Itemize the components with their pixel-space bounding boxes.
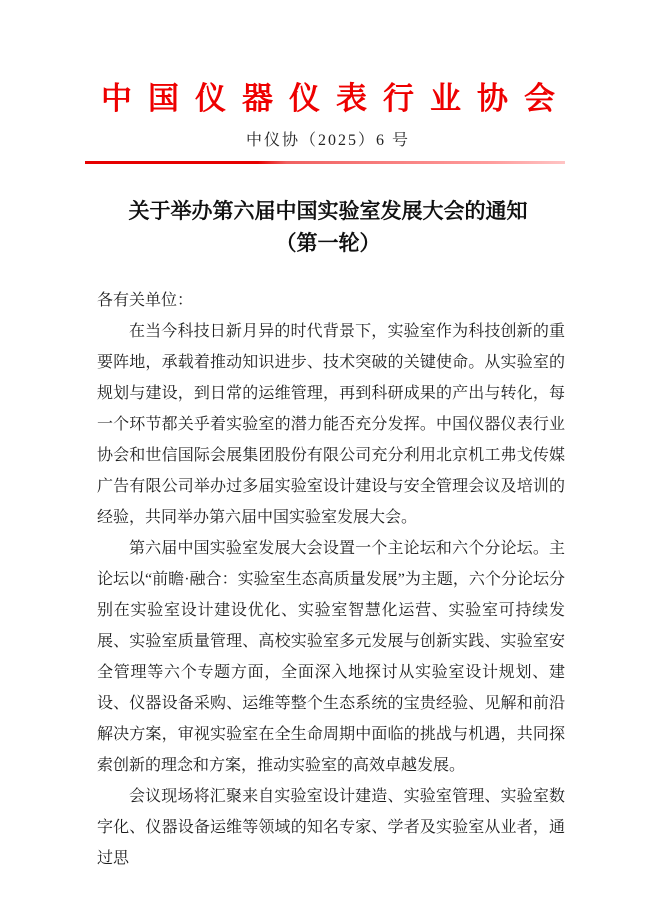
- notice-title: 关于举办第六届中国实验室发展大会的通知: [128, 199, 528, 223]
- red-divider-rule: [85, 161, 565, 164]
- notice-body: [0, 195, 656, 874]
- body-paragraph: 第六届中国实验室发展大会设置一个主论坛和六个分论坛。主论坛以“前瞻·融合：实验室生态高质量发展”为主题，六个分论坛分别在实验室设计建设优化、实验室智慧化运营、实验室可持续发展、实验室质量管理、高校实验室多元发展与创新实践、实验室安全管理等六个专题方面，全面深入地探讨从实验室设计规划、建设、仪器设备采购、运维等整个生态系统的宝贵经验、见解和前沿解决方案，审视实验室在全生命周期中面临的挑战与机遇，共同探索创新的理念和方案，推动实验室的高效卓越发展。: [97, 540, 565, 774]
- body-paragraph: 会议现场将汇聚来自实验室设计建造、实验室管理、实验室数字化、仪器设备运维等领域的知名专家、学者及实验室从业者，通过思: [97, 788, 565, 867]
- notice-subtitle: （第一轮）: [275, 231, 381, 255]
- doc-number: 中仪协（2025）6 号: [245, 132, 410, 149]
- salutation: 各有关单位：: [97, 292, 194, 309]
- body-text-block: [97, 285, 565, 874]
- body-paragraph: 在当今科技日新月异的时代背景下，实验室作为科技创新的重要阵地，承载着推动知识进步、技术突破的关键使命。从实验室的规划与建设，到日常的运维管理，再到科研成果的产出与转化，每一个环节都关乎着实验室的潜力能否充分发挥。中国仪器仪表行业协会和世信国际会展集团股份有限公司充分利用北京机工弗戈传媒广告有限公司举办过多届实验室设计建设与安全管理会议及培训的经验，共同举办第六届中国实验室发展大会。: [97, 323, 565, 526]
- letterhead-header: [0, 0, 656, 164]
- organization-letterhead: 中国仪器仪表行业协会: [101, 81, 571, 116]
